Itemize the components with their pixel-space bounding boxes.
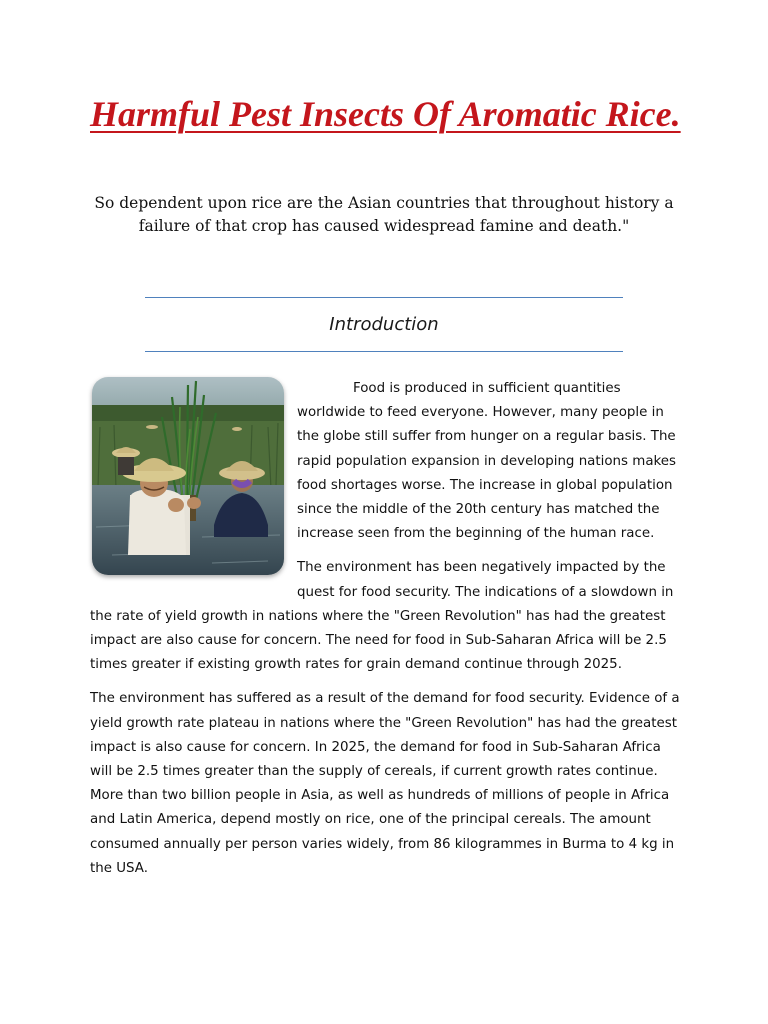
opening-quote: So dependent upon rice are the Asian countries that throughout history a failure of that crop has caused widespread famine and death." (94, 194, 674, 235)
paragraph-2: The environment has been negatively impacted by the quest for food security. The indications of a slowdown in the rate of yield growth in nations where the "Green Revolution" has had the greatest impact are also cause for concern. The need for food in Sub-Saharan Africa will be 2.5 times greater if existing growth rates for grain demand continue through 2025. (90, 560, 674, 673)
rice-farmers-photo (92, 377, 284, 575)
introduction-body (90, 377, 680, 891)
bottom-divider (145, 351, 623, 352)
section-heading: Introduction (329, 314, 439, 335)
top-divider (145, 297, 623, 298)
paragraph-1-text: Food is produced in sufficient quantities worldwide to feed everyone. However, many people in the globe still suffer from hunger on a regular basis. The rapid population expansion in developing nations makes food shortages worse. The increase in global population since the middle of the 20th century has matched the increase seen from the beginning of the human race. (297, 381, 677, 542)
paragraph-3: The environment has suffered as a result of the demand for food security. Evidence of a yield growth rate plateau in nations where the "Green Revolution" has had the greatest impact is also cause for concern. In 2025, the demand for food in Sub-Saharan Africa will be 2.5 times greater than the supply of cereals, if current growth rates continue. More than two billion people in Asia, as well as hundreds of millions of people in Africa and Latin America, depend mostly on rice, one of the principal cereals. The amount consumed annually per person varies widely, from 86 kilogrammes in Burma to 4 kg in the USA. (90, 691, 680, 876)
document-title: Harmful Pest Insects Of Aromatic Rice. (90, 94, 681, 134)
